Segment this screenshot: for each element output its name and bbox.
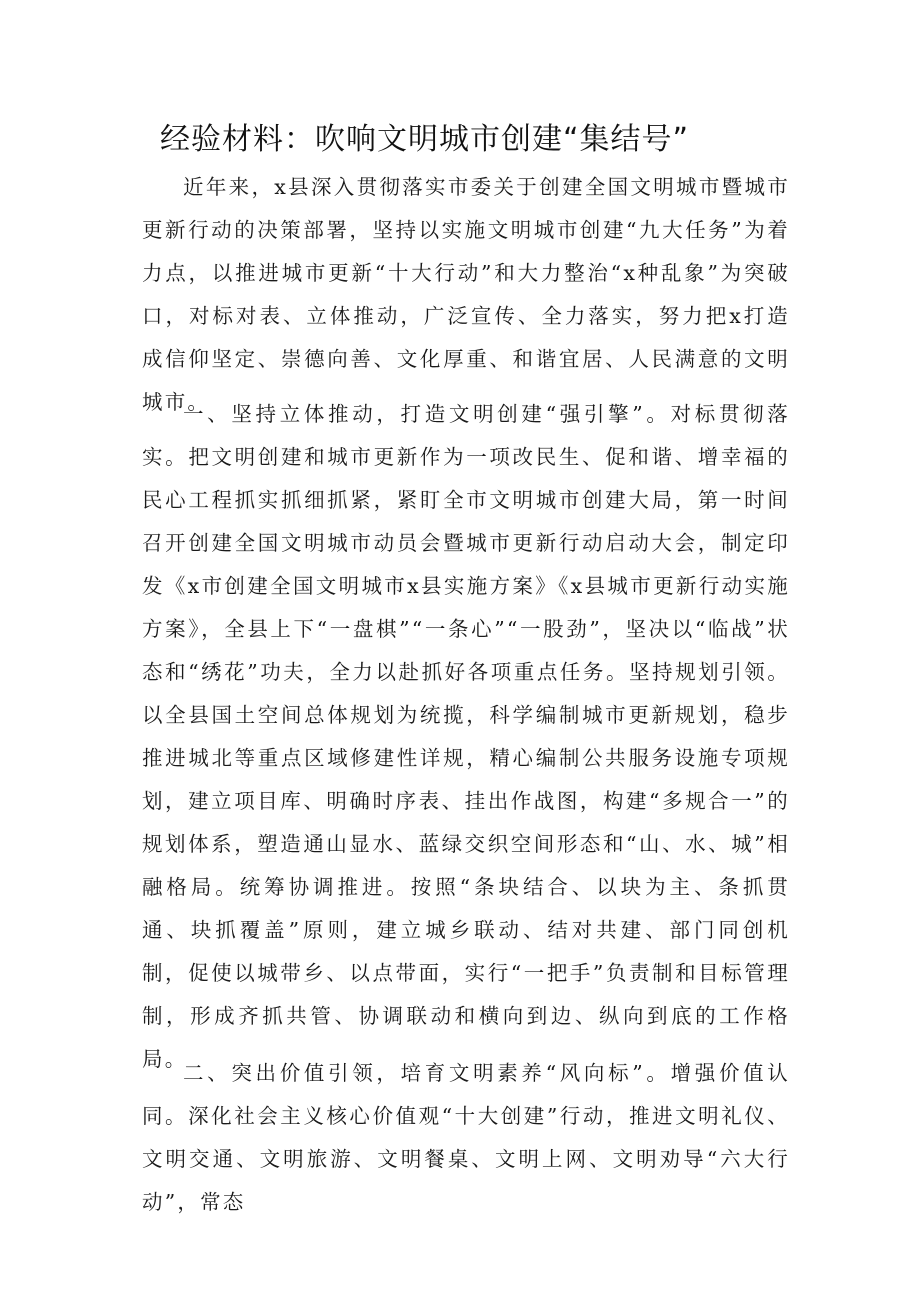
document-title: 经验材料：吹响文明城市创建“集结号” <box>160 122 690 157</box>
paragraph-section-two: 二、突出价值引领，培育文明素养“风向标”。增强价值认同。深化社会主义核心价值观“十大创建”行动，推进文明礼仪、文明交通、文明旅游、文明餐桌、文明上网、文明劝导“六大行动”，常态 <box>142 1061 790 1214</box>
paragraph-intro: 近年来，x县深入贯彻落实市委关于创建全国文明城市暨城市更新行动的决策部署，坚持以实施文明城市创建“九大任务”为着力点，以推进城市更新“十大行动”和大力整治“x种乱象”为突破口，对标对表、立体推动，广泛宣传、全力落实，努力把x打造成信仰坚定、崇德向善、文化厚重、和谐宜居、人民满意的文明城市。 <box>142 175 790 414</box>
paragraph-section-one: 一、坚持立体推动，打造文明创建“强引擎”。对标贯彻落实。把文明创建和城市更新作为一项改民生、促和谐、增幸福的民心工程抓实抓细抓紧，紧盯全市文明城市创建大局，第一时间召开创建全国文明城市动员会暨城市更新行动启动大会，制定印发《x市创建全国文明城市x县实施方案》《x县城市更新行动实施方案》，全县上下“一盘棋”“一条心”“一股劲”，坚决以“临战”状态和“绣花”功夫，全力以赴抓好各项重点任务。坚持规划引领。以全县国土空间总体规划为统揽，科学编制城市更新规划，稳步推进城北等重点区域修建性详规，精心编制公共服务设施专项规划，建立项目库、明确时序表、挂出作战图，构建“多规合一”的规划体系，塑造通山显水、蓝绿交织空间形态和“山、水、城”相融格局。统筹协调推进。按照“条块结合、以块为主、条抓贯通、块抓覆盖”原则，建立城乡联动、结对共建、部门同创机制，促使以城带乡、以点带面，实行“一把手”负责制和目标管理制，形成齐抓共管、协调联动和横向到边、纵向到底的工作格局。 <box>142 402 790 1071</box>
